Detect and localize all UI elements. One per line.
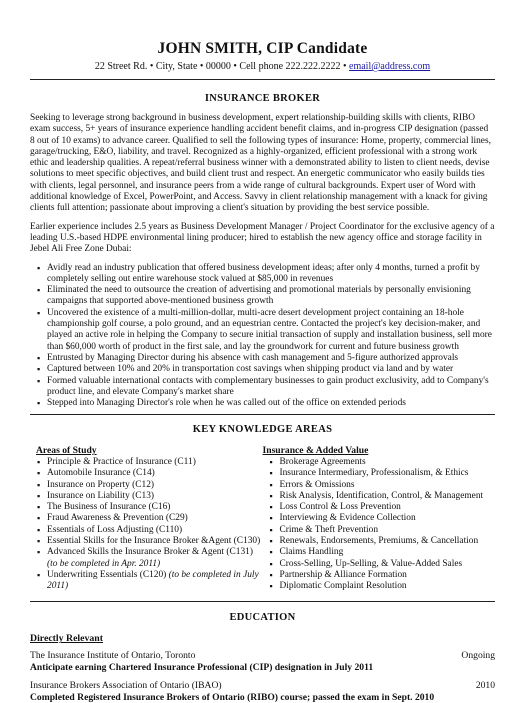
list-item: ▪ Diplomatic Complaint Resolution (280, 581, 496, 592)
education-entry (30, 680, 495, 703)
list-item (47, 547, 263, 570)
knowledge-columns (30, 445, 495, 592)
list-item: ▪ Partnership & Alliance Formation (280, 570, 496, 581)
list-item: ▪ Claims Handling (280, 547, 496, 558)
education-title: EDUCATION (229, 612, 296, 624)
list-item: ▪ Uncovered the existence of a multi-million-dollar, multi-acre desert development project containing an 18-hole championship golf course, a polo ground, and an equestrian centre. Contacted the project's key decision-maker, and played an active role in helping the Company to secure initial transaction of supply and installation business, sell more than $60,000 worth of product in the first sale, and lay the groundwork for current and future business growth (47, 308, 495, 353)
list-item: ▪ Eliminated the need to outsource the creation of advertising and promotional materials by personally envisioning campaigns that supported above-mentioned business growth (47, 285, 495, 308)
email-link[interactable]: email@address.com (349, 61, 431, 72)
list-item: ▪ Insurance on Property (C12) (47, 480, 263, 491)
contact-address: 22 Street Rd. • City, State • 00000 • Cell phone 222.222.2222 • (94, 61, 350, 72)
section-divider (30, 414, 495, 415)
list-item: ▪ Cross-Selling, Up-Selling, & Value-Added Sales (280, 559, 496, 570)
list-item: ▪ Automobile Insurance (C14) (47, 468, 263, 479)
insurance-value-column (263, 445, 496, 592)
list-item: ▪ Essential Skills for the Insurance Broker &Agent (C130) (47, 536, 263, 547)
list-item: ▪ Captured between 10% and 20% in transportation cost savings when shipping product via land and by water (47, 364, 495, 375)
list-item: ▪ Brokerage Agreements (280, 457, 496, 468)
directly-relevant-heading: Directly Relevant (30, 633, 103, 645)
list-item: ▪ Insurance Intermediary, Professionalism, & Ethics (280, 468, 496, 479)
course-label: Advanced Skills the Insurance Broker & Agent (C131) (47, 547, 253, 558)
candidate-name: JOHN SMITH, CIP Candidate (157, 40, 368, 57)
completion-note: (to be completed in July 2011) (47, 569, 259, 592)
experience-paragraph: Earlier experience includes 2.5 years as Business Development Manager / Project Coordinator for the exclusive agency of a leading U.S.-based HDPE environmental lining producer; hired to establish the new agency office and storage facility in Jebel Ali Free Zone Dubai: (30, 221, 495, 255)
education-entry-line (30, 680, 495, 692)
education-entry (30, 650, 495, 673)
education-date: Ongoing (461, 650, 495, 662)
list-item: ▪ Risk Analysis, Identification, Control, & Management (280, 491, 496, 502)
list-item: ▪ Formed valuable international contacts with complementary businesses to gain product exclusivity, add to Company's product line, and elevate Company's market share (47, 376, 495, 399)
list-item: ▪ Stepped into Managing Director's role when he was called out of the office on extended periods (47, 398, 495, 409)
section-divider (30, 601, 495, 602)
summary-title: INSURANCE BROKER (204, 93, 321, 104)
list-item: ▪ Renewals, Endorsements, Premiums, & Cancellation (280, 536, 496, 547)
institution-name: Insurance Brokers Association of Ontario (IBAO) (30, 680, 222, 692)
list-item: ▪ Errors & Omissions (280, 480, 496, 491)
insurance-value-heading: Insurance & Added Value (262, 445, 369, 457)
education-detail: Anticipate earning Chartered Insurance Professional (CIP) designation in July 2011 (30, 661, 374, 673)
header-divider (30, 79, 495, 80)
completion-note: (to be completed in Apr. 2011) (47, 558, 161, 569)
achievement-list (30, 263, 495, 410)
list-item: ▪ The Business of Insurance (C16) (47, 502, 263, 513)
list-item: ▪ Avidly read an industry publication that offered business development ideas; after only 4 months, turned a profit by completely selling out entire warehouse stock valued at $85,000 in revenues (47, 263, 495, 286)
education-entry-line (30, 650, 495, 662)
list-item: ▪ Essentials of Loss Adjusting (C110) (47, 525, 263, 536)
list-item: ▪ Insurance on Liability (C13) (47, 491, 263, 502)
summary-paragraph: Seeking to leverage strong background in business development, expert relationship-building skills with clients, RIBO exam success, 5+ years of insurance experience handling accident benefit claims, and in-progress CIP designation (passed 8 out of 10 exams) to advance career. Qualified to sell the following types of insurance: Home, property, commercial lines, garage/trucking, E&O, liability, and travel. Recognized as a highly-organized, efficient professional with a strong work ethic and leadership qualities. A repeat/referral business winner with a demonstrated ability to listen to client needs, devise solutions to meet specific objectives, and build client trust and respect. An energetic communicator who easily builds ties with clients, legal personnel, and insurance peers from a wide range of cultural backgrounds. Expert user of Word with additional knowledge of Excel, PowerPoint, and Access. Savvy in client relationship management with a knack for giving clients full attention; passionate about improving a client's situation by providing the best service possible. (30, 113, 491, 214)
areas-of-study-column (30, 445, 263, 592)
contact-line (30, 60, 495, 73)
list-item: ▪ Interviewing & Evidence Collection (280, 513, 496, 524)
education-detail: Completed Registered Insurance Brokers of Ontario (RIBO) course; passed the exam in Sept. 2010 (30, 691, 435, 703)
list-item: ▪ Entrusted by Managing Director during his absence with cash management and 5-figure authorized approvals (47, 353, 495, 364)
course-label: Underwriting Essentials (C120) (47, 569, 169, 580)
knowledge-title: KEY KNOWLEDGE AREAS (192, 424, 333, 436)
education-date: 2010 (475, 680, 495, 692)
list-item: ▪ Crime & Theft Prevention (280, 525, 496, 536)
list-item (47, 570, 263, 593)
institution-name: The Insurance Institute of Ontario, Toronto (30, 650, 196, 662)
list-item: ▪ Fraud Awareness & Prevention (C29) (47, 513, 263, 524)
list-item: ▪ Loss Control & Loss Prevention (280, 502, 496, 513)
insurance-value-list (263, 457, 496, 593)
list-item: ▪ Principle & Practice of Insurance (C11) (47, 457, 263, 468)
areas-of-study-list (30, 457, 263, 593)
areas-of-study-heading: Areas of Study (36, 445, 97, 457)
